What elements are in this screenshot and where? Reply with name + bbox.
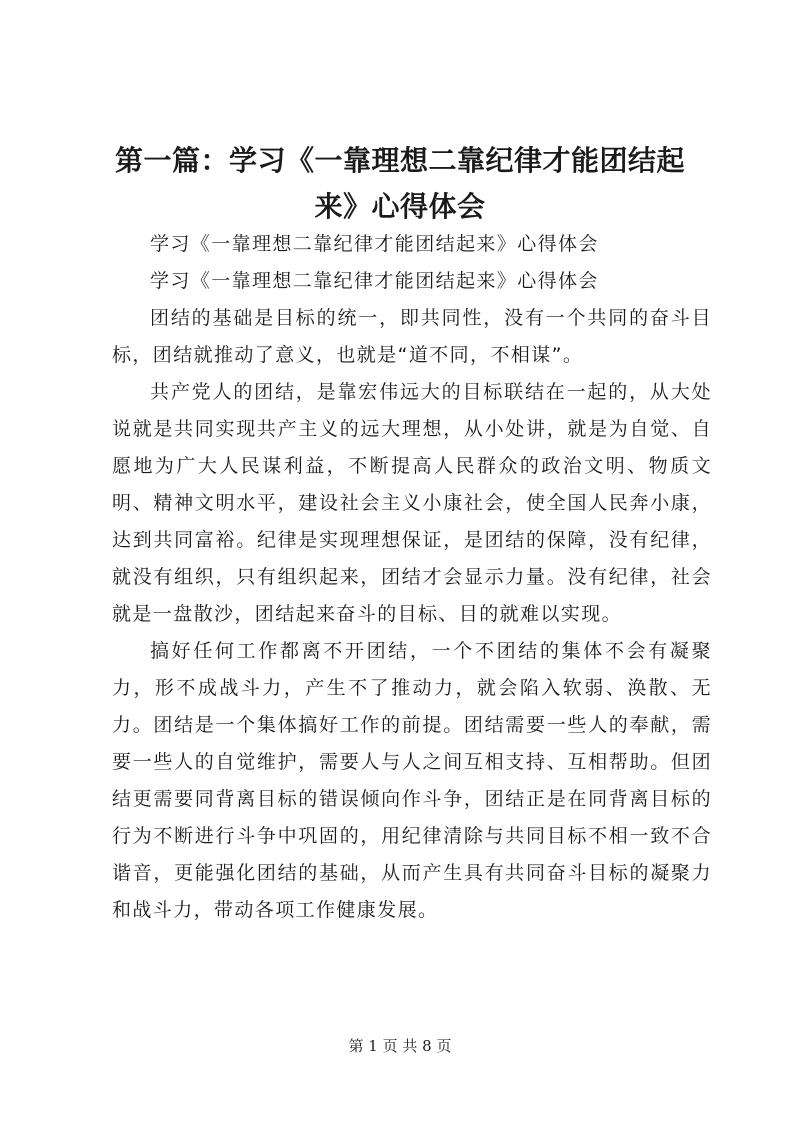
paragraph: 学习《一靠理想二靠纪律才能团结起来》心得体会 <box>150 270 599 292</box>
document-body <box>112 226 712 929</box>
paragraph: 共产党人的团结，是靠宏伟远大的目标联结在一起的，从大处说就是共同实现共产主义的远大理想，从小处讲，就是为自觉、自愿地为广大人民谋利益，不断提高人民群众的政治文明、物质文明、精神文明水平，建设社会主义小康社会，使全国人民奔小康，达到共同富裕。纪律是实现理想保证，是团结的保障，没有纪律，就没有组织，只有组织起来，团结才会显示力量。没有纪律，社会就是一盘散沙，团结起来奋斗的目标、目的就难以实现。 <box>112 381 712 625</box>
paragraph: 学习《一靠理想二靠纪律才能团结起来》心得体会 <box>150 233 599 255</box>
paragraph: 搞好任何工作都离不开团结，一个不团结的集体不会有凝聚力，形不成战斗力，产生不了推动力，就会陷入软弱、涣散、无力。团结是一个集体搞好工作的前提。团结需要一些人的奉献，需要一些人的自觉维护，需要人与人之间互相支持、互相帮助。但团结更需要同背离目标的错误倾向作斗争，团结正是在同背离目标的行为不断进行斗争中巩固的，用纪律清除与共同目标不相一致不合谐音，更能强化团结的基础，从而产生具有共同奋斗目标的凝聚力和战斗力，带动各项工作健康发展。 <box>112 640 712 921</box>
page-footer: 第 1 页 共 8 页 <box>348 1037 452 1055</box>
document-title: 第一篇：学习《一靠理想二靠纪律才能团结起来》心得体会 <box>114 144 685 223</box>
paragraph: 团结的基础是目标的统一，即共同性，没有一个共同的奋斗目标，团结就推动了意义，也就是“道不同，不相谋”。 <box>112 307 712 366</box>
